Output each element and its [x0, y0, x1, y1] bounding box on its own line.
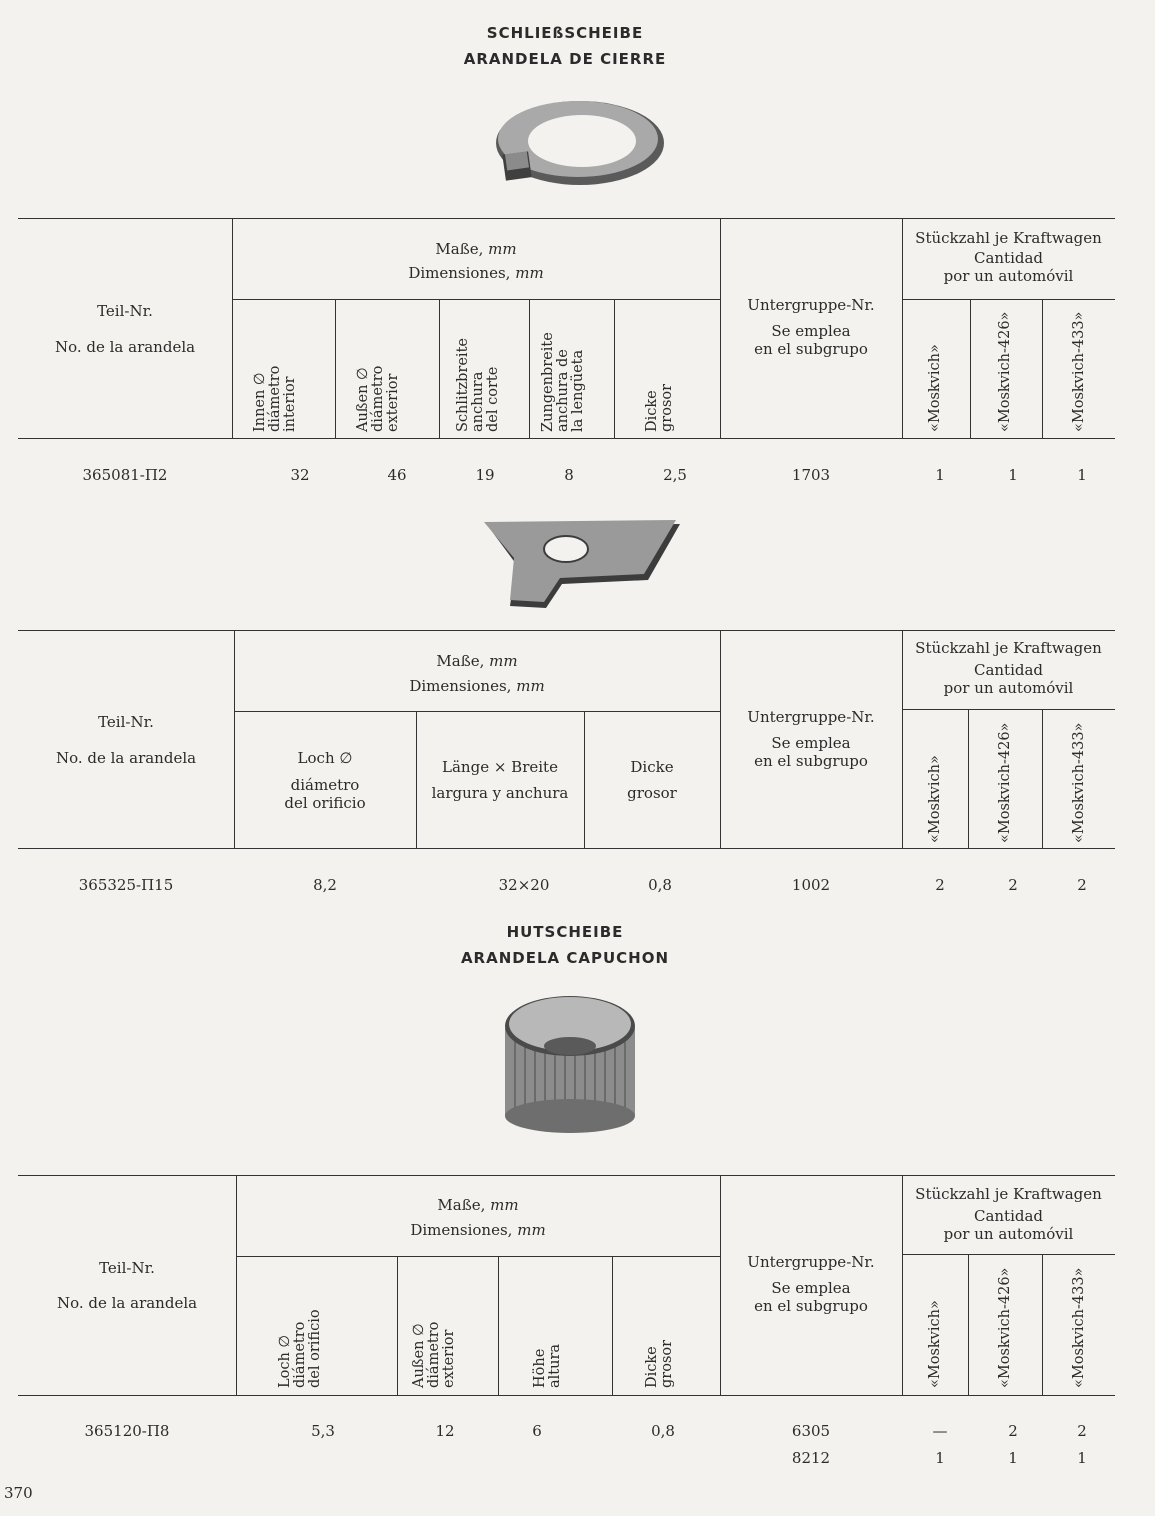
row-qty-426: 2	[1008, 876, 1018, 894]
dims-label-de: Maße, mm	[435, 240, 517, 258]
subgroup-label-de: Untergruppe-Nr.	[747, 708, 875, 726]
col-model-moskvich: «Moskvich»	[927, 755, 943, 843]
table1-header-bottom-rule	[18, 438, 1115, 439]
row-outer: 46	[387, 466, 407, 484]
dims-label-es: Dimensiones, mm	[408, 264, 544, 282]
cap-washer-drawing	[495, 988, 645, 1138]
section-title-es: ARANDELA CAPUCHON	[460, 949, 670, 967]
row2-subgroup: 8212	[791, 1449, 831, 1467]
col-model-moskvich-433: «Moskvich-433»	[1071, 311, 1087, 432]
subgroup-label-es2: en el subgrupo	[754, 752, 868, 770]
dims-label-es: Dimensiones, mm	[409, 677, 545, 695]
table2-vline	[416, 711, 417, 848]
col-model-moskvich-426: «Moskvich-426»	[997, 311, 1013, 432]
table1-vline	[529, 299, 530, 438]
row-qty-433: 2	[1077, 1422, 1087, 1440]
col-inner-diameter: Innen ∅ diámetro interior	[252, 365, 298, 432]
table3-qty-rule	[902, 1254, 1115, 1255]
col-hole-es1: diámetro	[290, 776, 360, 794]
section-title-de: HUTSCHEIBE	[506, 923, 624, 941]
part-no-label-de: Teil-Nr.	[99, 1259, 155, 1277]
subgroup-label-es1: Se emplea	[771, 1279, 851, 1297]
row-thickness: 0,8	[648, 876, 672, 894]
row-qty-426: 1	[1008, 466, 1018, 484]
table3-vline	[612, 1256, 613, 1395]
row-qty-moskvich: 1	[935, 466, 945, 484]
dims-label-de: Maße, mm	[436, 652, 518, 670]
col-length-width-de: Länge × Breite	[442, 758, 558, 776]
row-qty-433: 2	[1077, 876, 1087, 894]
part-no-label-de: Teil-Nr.	[97, 302, 153, 320]
table3-dims-rule	[236, 1256, 720, 1257]
row-thickness: 0,8	[651, 1422, 675, 1440]
part-no-label-de: Teil-Nr.	[98, 713, 154, 731]
row-thickness: 2,5	[663, 466, 687, 484]
table1-vline	[335, 299, 336, 438]
row-subgroup: 1703	[791, 466, 831, 484]
col-hole-de: Loch ∅	[297, 749, 353, 767]
row-qty-moskvich: —	[932, 1422, 948, 1440]
row-subgroup: 1002	[791, 876, 831, 894]
table2-vline	[1042, 709, 1043, 848]
col-model-moskvich-426: «Moskvich-426»	[997, 722, 1013, 843]
table1-vline	[1042, 299, 1043, 438]
row-qty-426: 2	[1008, 1422, 1018, 1440]
qty-label-es2: por un automóvil	[943, 1225, 1074, 1243]
row-length-width: 32×20	[498, 876, 550, 894]
table2-vline	[968, 709, 969, 848]
table2-qty-rule	[902, 709, 1115, 710]
dims-label-es: Dimensiones, mm	[410, 1221, 546, 1239]
table1-vline	[970, 299, 971, 438]
col-length-width-es: largura y anchura	[431, 784, 569, 802]
qty-label-es1: Cantidad	[973, 249, 1044, 267]
table1-vline	[439, 299, 440, 438]
col-model-moskvich-433: «Moskvich-433»	[1071, 1267, 1087, 1388]
table3-vline	[498, 1256, 499, 1395]
locking-washer-drawing	[490, 95, 670, 195]
col-thickness-de: Dicke	[630, 758, 674, 776]
row-slot: 19	[475, 466, 495, 484]
table3-vline	[397, 1256, 398, 1395]
tab-washer-drawing	[470, 518, 685, 613]
table3-vline	[968, 1254, 969, 1395]
part-no-label-es: No. de la arandela	[54, 338, 196, 356]
col-height: Höhe altura	[532, 1343, 563, 1388]
qty-label-es1: Cantidad	[973, 661, 1044, 679]
table1-qty-rule	[902, 299, 1115, 300]
col-model-moskvich-426: «Moskvich-426»	[997, 1267, 1013, 1388]
col-outer-diameter: Außen ∅ diámetro exterior	[411, 1321, 457, 1388]
col-model-moskvich: «Moskvich»	[927, 344, 943, 432]
section-title-de: SCHLIEßSCHEIBE	[486, 24, 644, 42]
col-tongue-width: Zungenbreite anchura de la lengüeta	[540, 332, 586, 432]
row-qty-moskvich: 2	[935, 876, 945, 894]
table2-top-rule	[18, 630, 1115, 631]
row-height: 6	[532, 1422, 542, 1440]
row-hole: 8,2	[313, 876, 337, 894]
table3-header-bottom-rule	[18, 1395, 1115, 1396]
qty-label-es1: Cantidad	[973, 1207, 1044, 1225]
col-thickness: Dicke grosor	[644, 1339, 675, 1388]
table2-dims-rule	[234, 711, 720, 712]
row-outer: 12	[435, 1422, 455, 1440]
row-part-number: 365120-П8	[84, 1422, 170, 1440]
col-model-moskvich: «Moskvich»	[927, 1300, 943, 1388]
col-slot-width: Schlitzbreite anchura del corte	[455, 338, 501, 432]
qty-label-de: Stückzahl je Kraftwagen	[915, 229, 1102, 247]
subgroup-label-es1: Se emplea	[771, 322, 851, 340]
row2-qty-433: 1	[1077, 1449, 1087, 1467]
table1-vline	[614, 299, 615, 438]
qty-label-es2: por un automóvil	[943, 267, 1074, 285]
qty-label-de: Stückzahl je Kraftwagen	[915, 1185, 1102, 1203]
part-no-label-es: No. de la arandela	[56, 1294, 198, 1312]
row-subgroup: 6305	[791, 1422, 831, 1440]
col-thickness: Dicke grosor	[644, 383, 675, 432]
row2-qty-moskvich: 1	[935, 1449, 945, 1467]
row-hole: 5,3	[311, 1422, 335, 1440]
row-tongue: 8	[564, 466, 574, 484]
col-hole-diameter: Loch ∅ diámetro del orificio	[277, 1309, 323, 1388]
qty-label-de: Stückzahl je Kraftwagen	[915, 639, 1102, 657]
row-part-number: 365325-П15	[78, 876, 174, 894]
table2-header-bottom-rule	[18, 848, 1115, 849]
row-qty-433: 1	[1077, 466, 1087, 484]
subgroup-label-es1: Se emplea	[771, 734, 851, 752]
row2-qty-426: 1	[1008, 1449, 1018, 1467]
col-outer-diameter: Außen ∅ diámetro exterior	[355, 365, 401, 432]
subgroup-label-es2: en el subgrupo	[754, 340, 868, 358]
row-part-number: 365081-П2	[82, 466, 168, 484]
table3-top-rule	[18, 1175, 1115, 1176]
page-number: 370	[4, 1484, 33, 1502]
section-title-es: ARANDELA DE CIERRE	[463, 50, 667, 68]
subgroup-label-de: Untergruppe-Nr.	[747, 296, 875, 314]
qty-label-es2: por un automóvil	[943, 679, 1074, 697]
row-inner: 32	[290, 466, 310, 484]
table1-dims-rule	[232, 299, 720, 300]
table2-vline	[584, 711, 585, 848]
part-no-label-es: No. de la arandela	[55, 749, 197, 767]
col-thickness-es: grosor	[627, 784, 677, 802]
col-hole-es2: del orificio	[284, 794, 366, 812]
dims-label-de: Maße, mm	[437, 1196, 519, 1214]
subgroup-label-es2: en el subgrupo	[754, 1297, 868, 1315]
subgroup-label-de: Untergruppe-Nr.	[747, 1253, 875, 1271]
table1-top-rule	[18, 218, 1115, 219]
table3-vline	[1042, 1254, 1043, 1395]
col-model-moskvich-433: «Moskvich-433»	[1071, 722, 1087, 843]
